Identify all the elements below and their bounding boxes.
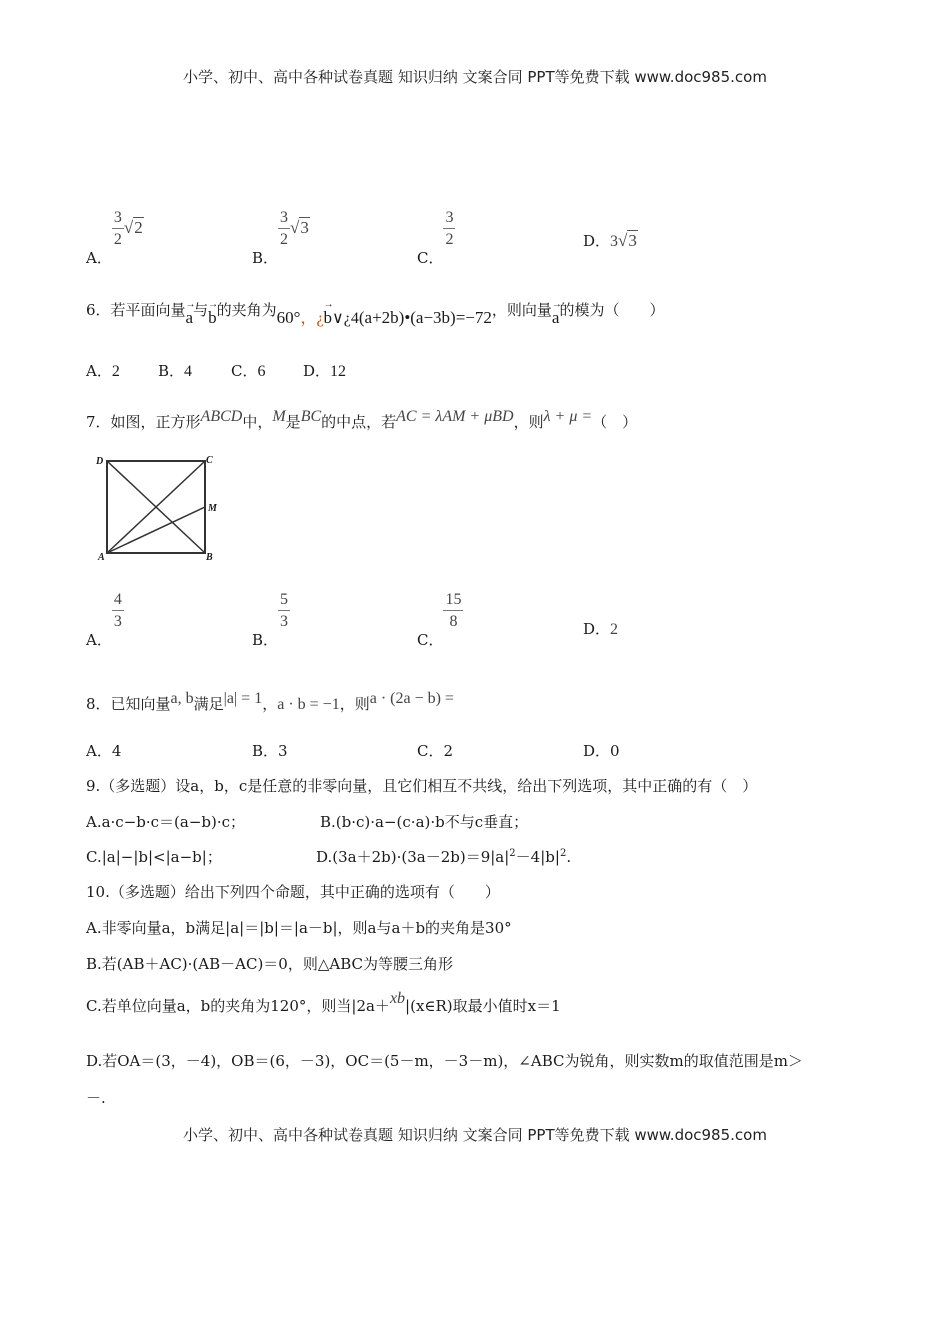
q10-option-c[interactable]: C.若单位向量a，b的夹角为120°，则当|2a＋xb|(x∈R)取最小值时x＝1 bbox=[86, 990, 561, 1015]
q9-stem: 9.（多选题）设a，b，c是任意的非零向量，且它们相互不共线，给出下列选项，其中正确的有（ ） bbox=[86, 777, 758, 795]
fraction: $\frac{3}{2}$ bbox=[113, 209, 122, 248]
q6-option-b[interactable]: B．4 bbox=[158, 362, 193, 380]
q8-option-c[interactable]: C．2 bbox=[417, 742, 454, 760]
sqrt: √3 bbox=[618, 231, 637, 250]
q9-option-a[interactable]: A.a·c−b·c＝(a−b)·c； bbox=[86, 813, 246, 831]
q6-stem: 6．若平面向量→ a与→ b的夹角为60°，¿→ b∨¿4(a+2b)•(a−3b)=−72，则向量→ a的模为（ ） bbox=[86, 299, 664, 328]
vector-b: → b bbox=[208, 308, 217, 328]
q10-option-d-cont: －. bbox=[86, 1089, 106, 1107]
vector-a-target: → a bbox=[552, 308, 560, 328]
q7-option-b[interactable]: B． $\frac{5}{3}$ bbox=[252, 591, 289, 649]
label-b: B bbox=[206, 552, 213, 563]
q8-option-b[interactable]: B．3 bbox=[252, 742, 288, 760]
fraction: $\frac{15}{8}$ bbox=[445, 591, 462, 630]
fraction: $\frac{5}{3}$ bbox=[280, 591, 289, 630]
sqrt: √2 bbox=[123, 218, 143, 237]
q5-option-d[interactable]: D．3√3 bbox=[583, 231, 637, 250]
q9-option-c[interactable]: C.|a|−|b|<|a−b|； bbox=[86, 848, 222, 866]
q8-option-d[interactable]: D．0 bbox=[583, 742, 620, 760]
q7-option-c[interactable]: C． $\frac{15}{8}$ bbox=[417, 591, 462, 649]
q7-option-d[interactable]: D．2 bbox=[583, 620, 619, 638]
q5-option-b[interactable]: B． $\frac{3}{2}$ √3 bbox=[252, 209, 309, 267]
label-d: D bbox=[96, 456, 104, 467]
vector-b-modulus: → b bbox=[324, 308, 333, 328]
q8-stem: 8．已知向量a, b满足|a| = 1，a · b = −1，则a · (2a − b) = bbox=[86, 690, 454, 713]
label-c: C bbox=[206, 455, 213, 466]
q6-option-d[interactable]: D．12 bbox=[303, 362, 347, 380]
q7-stem: 7．如图，正方形ABCD中，M是BC的中点，若AC = λAM + μBD，则λ + μ =（ ） bbox=[86, 408, 638, 431]
label-m: M bbox=[208, 503, 217, 514]
q10-stem: 10.（多选题）给出下列四个命题，其中正确的选项有（ ） bbox=[86, 883, 500, 901]
q5-option-c[interactable]: C． $\frac{3}{2}$ bbox=[417, 209, 454, 267]
q7-option-a[interactable]: A． $\frac{4}{3}$ bbox=[86, 591, 122, 649]
q5-option-a[interactable]: A． $\frac{3}{2}$ √2 bbox=[86, 209, 143, 267]
q10-option-a[interactable]: A.非零向量a，b满足|a|＝|b|＝|a－b|，则a与a＋b的夹角是30° bbox=[86, 919, 512, 937]
q9-option-b[interactable]: B.(b·c)·a−(c·a)·b不与c垂直； bbox=[320, 813, 529, 831]
vector-a: → a bbox=[186, 308, 194, 328]
q6-option-a[interactable]: A．2 bbox=[86, 362, 120, 380]
q10-option-d[interactable]: D.若OA＝(3，－4)，OB＝(6，－3)，OC＝(5－m，－3－m)，∠ABC为锐角，则实数m的取值范围是m＞ bbox=[86, 1052, 803, 1070]
fraction: $\frac{3}{2}$ bbox=[280, 209, 289, 248]
fraction: $\frac{3}{2}$ bbox=[445, 209, 454, 248]
q6-option-c[interactable]: C．6 bbox=[231, 362, 266, 380]
q8-option-a[interactable]: A．4 bbox=[86, 742, 122, 760]
sqrt: √3 bbox=[290, 218, 309, 237]
page-header: 小学、初中、高中各种试卷真题 知识归纳 文案合同 PPT等免费下载 www.doc985.com bbox=[183, 68, 767, 86]
page-footer: 小学、初中、高中各种试卷真题 知识归纳 文案合同 PPT等免费下载 www.doc985.com bbox=[183, 1126, 767, 1144]
q9-option-d[interactable]: $D.(3a+2b)\cdot(3a-2b)=9|a|^2-4|b|^2$. bbox=[316, 848, 572, 866]
square-figure bbox=[94, 452, 224, 570]
fraction: $\frac{4}{3}$ bbox=[113, 591, 122, 630]
label-a: A bbox=[98, 552, 105, 563]
segment-am bbox=[107, 507, 205, 553]
q10-option-b[interactable]: B.若(AB＋AC)·(AB－AC)＝0，则△ABC为等腰三角形 bbox=[86, 955, 453, 973]
